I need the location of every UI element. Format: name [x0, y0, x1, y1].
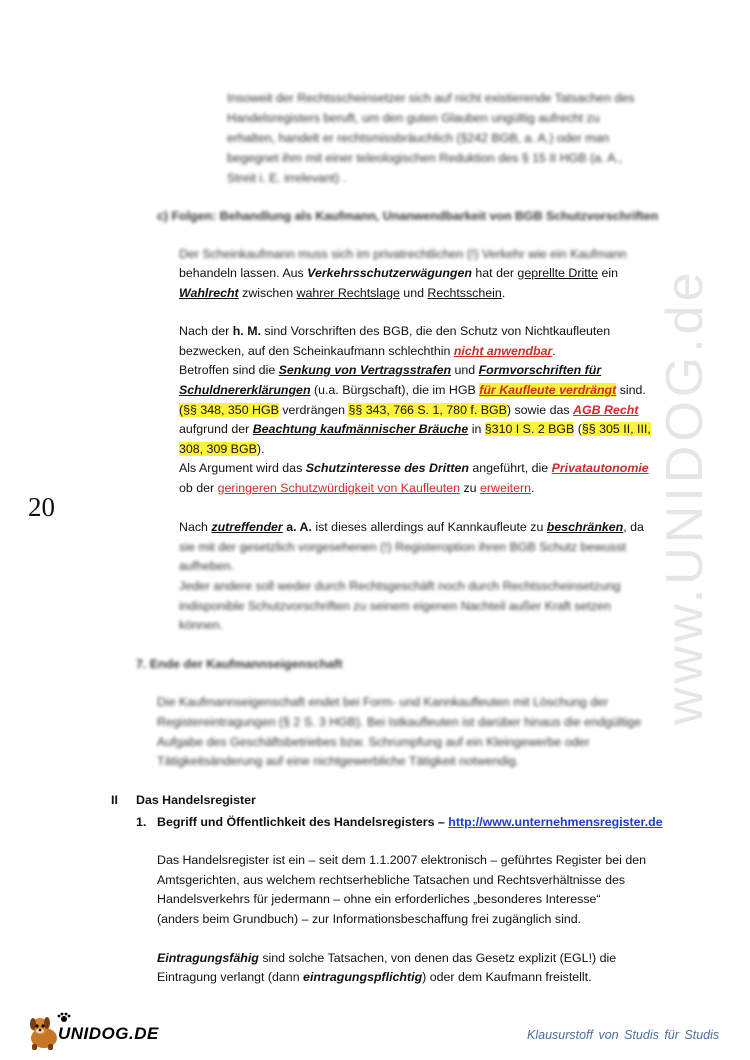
para1-line2	[179, 284, 505, 302]
blurred-line: erhalten, handelt er rechtsmissbräuchlich (§242 BGB, a. A.) oder man	[227, 131, 610, 145]
blurred-line: sie mit der gesetzlich vorgesehenen (!) Registeroption ihren BGB Schutz bewusst	[179, 540, 626, 554]
text: sind Vorschriften des BGB, die den Schutz von Nichtkaufleuten	[260, 324, 611, 338]
subsection-title: Begriff und Öffentlichkeit des Handelsregisters –	[157, 815, 449, 829]
paw-icon	[58, 1013, 71, 1022]
blurred-line: Handelsregisters beruft, um den guten Glauben ungültig aufrecht zu	[227, 111, 600, 125]
highlighted-citation: §§ 305 II, III,	[581, 422, 651, 436]
text: .	[501, 286, 506, 300]
underlined-text: geprellte Dritte	[517, 266, 598, 280]
red-underlined: erweitern	[480, 481, 531, 495]
text: , da	[623, 520, 644, 534]
para2-line8	[179, 459, 649, 477]
section-number: II	[111, 793, 118, 807]
emphasis: Verkehrsschutzerwägungen	[307, 266, 472, 280]
text: ) sowie das	[506, 403, 574, 417]
text: behandeln lassen. Aus	[179, 266, 308, 280]
blurred-line: können.	[179, 618, 224, 632]
blurred-line: begegnet ihm mit einer teleologischen Reduktion des § 15 II HGB (a. A.,	[227, 151, 623, 165]
blurred-line: aufheben.	[179, 559, 235, 573]
text: .	[531, 481, 535, 495]
highlighted-citation: §310 I S. 2 BGB	[484, 422, 575, 436]
text-line: (anders beim Grundbuch) – zur Informationsbeschaffung frei zugänglich sind.	[157, 912, 582, 926]
text-line: Das Handelsregister ist ein – seit dem 1.1.2007 elektronisch – geführtes Register bei den	[157, 853, 647, 867]
highlighted-citation: (§§ 348, 350 HGB	[179, 403, 279, 417]
blurred-line: Aufgabe des Geschäftsbetriebes bzw. Schrumpfung auf ein Kleingewerbe oder	[157, 735, 590, 749]
section2-p2-line1	[157, 949, 616, 967]
text: zu	[460, 481, 481, 495]
red-emphasis: Privatautonomie	[551, 461, 649, 475]
para3-line1	[179, 518, 644, 536]
footer-tagline: Klausurstoff von Studis für Studis	[527, 1028, 720, 1042]
text-line: Amtsgerichten, aus welchem rechtserhebliche Tatsachen und Rechtsverhältnisse des	[157, 873, 626, 887]
text-line: Handelsverkehrs für jedermann – ohne ein erforderliches „besonderes Interesse“	[157, 892, 601, 906]
highlighted-citation: 308, 309 BGB	[179, 442, 257, 456]
blurred-line: indisponible Schutzvorschriften zu seinem eigenen Nachteil außer Kraft setzen	[179, 599, 611, 613]
blurred-line: Der Scheinkaufmann muss sich im privatrechtlichen (!) Verkehr wie ein Kaufmann	[179, 247, 627, 261]
emphasis: zutreffender	[211, 520, 283, 534]
text: Nach	[179, 520, 212, 534]
blurred-line: Jeder andere soll weder durch Rechtsgeschäft noch durch Rechtsscheinsetzung	[179, 579, 621, 593]
para2-line3	[179, 361, 601, 379]
text: ist dieses allerdings auf Kannkaufleute zu	[311, 520, 547, 534]
emphasis: Formvorschriften für	[478, 363, 602, 377]
text: und	[451, 363, 479, 377]
blurred-line: Insoweit der Rechtsscheinsetzer sich auf nicht existierende Tatsachen des	[227, 91, 635, 105]
text: ein	[598, 266, 618, 280]
blurred-line: Die Kaufmannseigenschaft endet bei Form- und Kannkaufleuten mit Löschung der	[157, 695, 609, 709]
para2-line7	[179, 440, 264, 458]
blurred-line: Tätigkeitsänderung auf eine nichtgewerbliche Tätigkeit notwendig.	[157, 754, 520, 768]
blurred-line: Streit i. E. irrelevant) .	[227, 171, 347, 185]
emphasis: Beachtung kaufmännischer Bräuche	[252, 422, 469, 436]
highlighted-citation: §§ 343, 766 S. 1, 780 f. BGB	[348, 403, 507, 417]
emphasis: beschränken	[546, 520, 624, 534]
text: zwischen	[238, 286, 297, 300]
text: Als Argument wird das	[179, 461, 306, 475]
para2-line5	[179, 401, 638, 419]
text: (	[574, 422, 582, 436]
para2-line4	[179, 381, 646, 399]
emphasis: Senkung von Vertragsstrafen	[278, 363, 452, 377]
watermark: www.UNIDOG.de	[656, 268, 714, 725]
subsection-number: 1.	[136, 815, 147, 829]
para1-line1	[179, 264, 618, 282]
subsection-heading	[157, 813, 663, 831]
red-underlined: geringeren Schutzwürdigkeit von Kaufleuten	[217, 481, 461, 495]
red-emphasis: AGB Recht	[573, 403, 639, 417]
text: verdrängen	[278, 403, 349, 417]
text: (u.a. Bürgschaft), die im HGB	[310, 383, 480, 397]
text: Betroffen sind die	[179, 363, 279, 377]
text: in	[468, 422, 485, 436]
blurred-line: Registereintragungen (§ 2 S. 3 HGB). Bei Istkaufleuten ist darüber hinaus die endgültige	[157, 715, 642, 729]
text: ob der	[179, 481, 218, 495]
blurred-heading: c) Folgen: Behandlung als Kaufmann, Unanwendbarkeit von BGB Schutzvorschriften	[157, 209, 659, 223]
text: hat der	[471, 266, 518, 280]
emphasis: Wahlrecht	[179, 286, 239, 300]
emphasis: Schuldnererklärungen	[179, 383, 311, 397]
bold-text: a. A.	[282, 520, 312, 534]
text: angeführt, die	[468, 461, 552, 475]
dog-icon	[30, 1017, 57, 1050]
red-highlight: für Kaufleute verdrängt	[479, 383, 617, 397]
text: sind solche Tatsachen, von denen das Gesetz explizit (EGL!) die	[258, 951, 617, 965]
para2-line2	[179, 342, 556, 360]
register-link[interactable]: http://www.unternehmensregister.de	[448, 815, 663, 829]
logo-text[interactable]: UNIDOG.DE	[58, 1024, 159, 1043]
section-title: Das Handelsregister	[136, 793, 256, 807]
section2-p2-line2	[157, 968, 592, 986]
para2-line6	[179, 420, 651, 438]
text: ).	[256, 442, 265, 456]
bold-text: h. M.	[232, 324, 261, 338]
text: Eintragung verlangt (dann	[157, 970, 304, 984]
red-emphasis: nicht anwendbar	[453, 344, 553, 358]
text: bezwecken, auf den Scheinkaufmann schlechthin	[179, 344, 454, 358]
text: ) oder dem Kaufmann freistellt.	[422, 970, 592, 984]
text: Nach der	[179, 324, 233, 338]
underlined-text: wahrer Rechtslage	[296, 286, 400, 300]
para2-line9	[179, 479, 534, 497]
emphasis: eintragungspflichtig	[303, 970, 423, 984]
text: sind.	[616, 383, 646, 397]
text: aufgrund der	[179, 422, 253, 436]
emphasis: Schutzinteresse des Dritten	[305, 461, 469, 475]
emphasis: Eintragungsfähig	[157, 951, 259, 965]
text: und	[399, 286, 428, 300]
blurred-heading: 7. Ende der Kaufmannseigenschaft	[136, 657, 343, 671]
text: .	[552, 344, 556, 358]
underlined-text: Rechtsschein	[427, 286, 502, 300]
para2-line1	[179, 322, 610, 340]
page-number: 20	[28, 492, 55, 522]
